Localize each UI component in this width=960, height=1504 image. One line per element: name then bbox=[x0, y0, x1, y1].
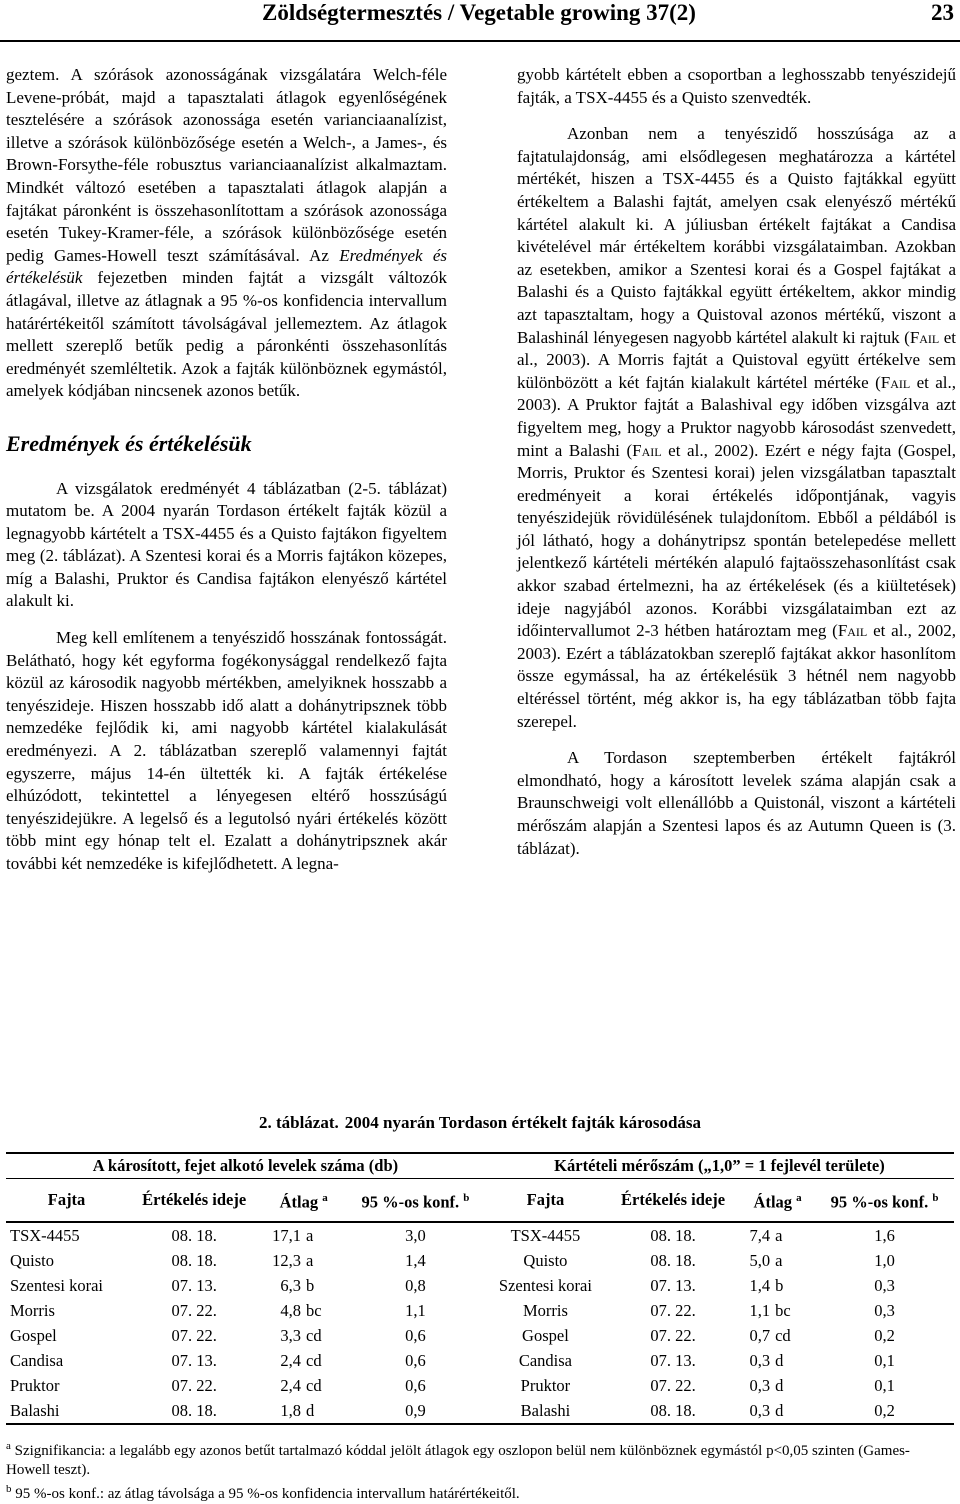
date-cell: 08. 18. bbox=[650, 1400, 696, 1420]
ci-cell: 0,6 bbox=[405, 1375, 426, 1395]
table-caption-label: 2. táblázat. bbox=[258, 1113, 339, 1132]
footnote-b: $^b$ 95 %-os konf.: az átlag távolsága a 95 %-os konfidencia intervallum határértékeitől. bbox=[6, 1483, 520, 1502]
letter-cell: a bbox=[775, 1225, 783, 1245]
letter-cell: a bbox=[775, 1250, 783, 1270]
variety-cell: Morris bbox=[522, 1300, 568, 1320]
paragraph: Azonban nem a tenyészidő hosszúsága az a fajtatulajdonság, ami elsődlegesen meghatározza a kártétel mértékét, hiszen a TSX-4455 és a Quisto fajtákkal együtt értékeltem a Balashi fajtát, amelyen csak elenyésző mértékű kártétel alakult ki. A júliusban értékelt fajtákat a Candisa kivételével már értékeltem korábbi vizsgálataimban. Azokban az esetekben, amikor a Szentesi korai és a Gospel fajtákat a Balashi és a Quisto fajtákkal együtt értékeltem, akkor mindig azt tapasztaltam, hogy a Quistoval azonos mértékű, viszont a Balashinál lényegesen nagyobb kártétel alakult ki rajtuk (Fail et al., 2003). A Morris fajtát a Quistoval együtt értékelve sem különbözött a két fajtán kialakult kártétel mértéke (Fail et al., 2003). A Pruktor fajtát a Balashival egy időben vizsgálva azt figyeltem meg, hogy a Pruktor nagyobb károsodást szenvedett, mint a Balashi (Fail et al., 2002). Ezért e négy fajta (Gospel, Morris, Pruktor és Szentesi korai) jelen vizsgálatban tapasztalt eredményeit a korai értékelés időpontjának, vagyis tenyészidejük rövidülésének tulajdonítom. Ebből a példából is jól látható, hogy a dohánytripsz spontán betelepedése mellett jelentkező kártételi mértékén alapuló fajtaösszehasonlítást csak akkor szabad értelmezni, ha az értékelések (és a kiültetések) ideje nagyjából azonos. Korábbi vizsgálataimban ezt az időintervallumot 2-3 hétben határoztam meg (Fail et al., 2002, 2003). Ezért a táblázatokban szereplő fajtákat akkor hasonlítom össze egymással, ha az értékelésük 3 hétnél nem nagyobb eltéréssel történt, még akkor is, ha egy táblázatban több fajta szerepel. bbox=[517, 124, 956, 731]
mean-cell: 7,4 bbox=[749, 1225, 771, 1245]
ci-cell: 0,2 bbox=[874, 1325, 895, 1345]
ci-cell: 0,1 bbox=[874, 1375, 895, 1395]
col-header-date: Értékelés ideje bbox=[142, 1190, 247, 1209]
results-table bbox=[6, 1152, 954, 1425]
ci-cell: 3,0 bbox=[405, 1225, 426, 1245]
variety-cell: Quisto bbox=[523, 1250, 568, 1270]
date-cell: 07. 22. bbox=[650, 1300, 696, 1320]
table-row bbox=[6, 1248, 954, 1273]
col-header-ci: 95 %-os konf. $^b$ bbox=[830, 1191, 939, 1212]
paragraph: A Tordason szeptemberben értékelt fajtákról elmondható, hogy a károsított levelek száma alapján csak a Braunschweigi volt ellenállóbb a Quistonál, viszont a kártételi mérőszám alapján a Szentesi lapos és az Autumn Queen is (3. táblázat). bbox=[517, 748, 956, 858]
mean-cell: 5,0 bbox=[749, 1250, 771, 1270]
mean-cell: 3,3 bbox=[280, 1325, 302, 1345]
variety-cell: Pruktor bbox=[10, 1375, 60, 1395]
table-row bbox=[6, 1222, 954, 1248]
table-caption-text: 2004 nyarán Tordason értékelt fajták károsodása bbox=[344, 1113, 702, 1132]
paragraph: gyobb kártételt ebben a csoportban a leghosszabb tenyészidejű fajták, a TSX-4455 és a Quisto szenvedték. bbox=[517, 65, 956, 107]
variety-cell: TSX-4455 bbox=[10, 1225, 80, 1245]
letter-cell: a bbox=[306, 1225, 314, 1245]
col-header-mean: Átlag $^a$ bbox=[279, 1191, 328, 1212]
table-row bbox=[6, 1373, 954, 1398]
ci-cell: 0,1 bbox=[874, 1350, 895, 1370]
page-header bbox=[0, 0, 960, 42]
variety-cell: Candisa bbox=[10, 1350, 64, 1370]
col-header-variety: Fajta bbox=[526, 1190, 565, 1209]
variety-cell: Gospel bbox=[10, 1325, 57, 1345]
date-cell: 08. 18. bbox=[171, 1250, 217, 1270]
ci-cell: 1,6 bbox=[874, 1225, 895, 1245]
date-cell: 07. 22. bbox=[171, 1375, 217, 1395]
mean-cell: 0,7 bbox=[749, 1325, 771, 1345]
date-cell: 07. 22. bbox=[650, 1325, 696, 1345]
variety-cell: Quisto bbox=[10, 1250, 55, 1270]
page-number: 23 bbox=[931, 0, 954, 25]
letter-cell: bc bbox=[775, 1300, 791, 1320]
date-cell: 08. 18. bbox=[171, 1400, 217, 1420]
date-cell: 08. 18. bbox=[650, 1250, 696, 1270]
ci-cell: 0,9 bbox=[405, 1400, 426, 1420]
date-cell: 08. 18. bbox=[171, 1225, 217, 1245]
variety-cell: Gospel bbox=[522, 1325, 569, 1345]
ci-cell: 0,3 bbox=[874, 1300, 895, 1320]
letter-cell: cd bbox=[306, 1350, 322, 1370]
ci-cell: 1,1 bbox=[405, 1300, 426, 1320]
col-header-ci: 95 %-os konf. $^b$ bbox=[361, 1191, 470, 1212]
variety-cell: Pruktor bbox=[520, 1375, 571, 1395]
letter-cell: cd bbox=[775, 1325, 791, 1345]
letter-cell: d bbox=[775, 1350, 784, 1370]
mean-cell: 0,3 bbox=[749, 1350, 771, 1370]
ci-cell: 0,8 bbox=[405, 1275, 426, 1295]
mean-cell: 1,8 bbox=[280, 1400, 302, 1420]
mean-cell: 2,4 bbox=[280, 1350, 302, 1370]
table-row bbox=[6, 1348, 954, 1373]
group-header-damage: Kártételi mérőszám („1,0” = 1 fejlevél területe) bbox=[485, 1153, 954, 1179]
table-row bbox=[6, 1298, 954, 1323]
date-cell: 07. 22. bbox=[171, 1325, 217, 1345]
mean-cell: 17,1 bbox=[272, 1225, 302, 1245]
col-header-variety: Fajta bbox=[47, 1190, 86, 1209]
letter-cell: cd bbox=[306, 1325, 322, 1345]
left-column bbox=[6, 64, 447, 876]
footnotes bbox=[6, 1437, 954, 1504]
table-group-header bbox=[6, 1153, 954, 1179]
ci-cell: 1,0 bbox=[874, 1250, 895, 1270]
variety-cell: TSX-4455 bbox=[510, 1225, 581, 1245]
variety-cell: Morris bbox=[10, 1300, 55, 1320]
ci-cell: 0,6 bbox=[405, 1350, 426, 1370]
letter-cell: d bbox=[775, 1375, 784, 1395]
letter-cell: d bbox=[306, 1400, 315, 1420]
ci-cell: 0,3 bbox=[874, 1275, 895, 1295]
right-column bbox=[517, 64, 956, 860]
letter-cell: d bbox=[775, 1400, 784, 1420]
table-caption bbox=[0, 1113, 960, 1133]
ci-cell: 0,6 bbox=[405, 1325, 426, 1345]
table-row bbox=[6, 1273, 954, 1298]
date-cell: 07. 13. bbox=[171, 1275, 217, 1295]
col-header-mean: Átlag $^a$ bbox=[753, 1191, 802, 1212]
group-header-leaves: A károsított, fejet alkotó levelek száma (db) bbox=[6, 1153, 485, 1179]
variety-cell: Balashi bbox=[520, 1400, 571, 1420]
variety-cell: Szentesi korai bbox=[10, 1275, 104, 1295]
letter-cell: b bbox=[306, 1275, 315, 1295]
table-row bbox=[6, 1398, 954, 1424]
date-cell: 07. 13. bbox=[650, 1275, 696, 1295]
col-header-date: Értékelés ideje bbox=[621, 1190, 726, 1209]
date-cell: 07. 22. bbox=[650, 1375, 696, 1395]
table-row bbox=[6, 1323, 954, 1348]
section-title: Eredmények és értékelésük bbox=[6, 430, 252, 456]
date-cell: 08. 18. bbox=[650, 1225, 696, 1245]
paragraph: Meg kell említenem a tenyészidő hosszának fontosságát. Belátható, hogy két egyforma fogékonysággal rendelkező fajta közül az károsodik nagyobb mértékben, amelyiknek hosszabb a tenyészideje. Hiszen hosszabb idő alatt a dohánytripsznek több nemzedéke fejlődik ki, ami nagyobb kártétel kialakulását eredményezi. A 2. táblázatban szereplő valamennyi fajtát egyszerre, május 14-én ültették ki. A fajták értékelése elhúzódott, tekintettel a lényegesen eltérő hosszúságú tenyészidejükre. A legelső és a legutolsó nyári értékelés között több mint egy hónap telt el. Ezalatt a dohánytripsznek akár további két nemzedéke is kifejlődhetett. A legna- bbox=[6, 628, 447, 873]
variety-cell: Balashi bbox=[10, 1400, 60, 1420]
letter-cell: bc bbox=[306, 1300, 322, 1320]
mean-cell: 12,3 bbox=[272, 1250, 302, 1270]
paragraph: geztem. A szórások azonosságának vizsgálatára Welch-féle Levene-próbát, majd a tapasztalati átlagok egyenlőségének tesztelésére a szórások azonossága esetén varianciaanalízist, illetve a szórások különbözősége esetén a Welch-, a James-, és Brown-Forsythe-féle robusztus varianciaanalízist alkalmaztam. Mindkét változó esetében a tapasztalati átlagok alapján a fajtákat páronként is összehasonlítottam a szórások azonossága esetén Tukey-Kramer-féle, a szórások különbözősége esetén pedig Games-Howell teszt számításával. Az Eredmények és értékelésük fejezetben minden fajtát a vizsgált változók átlagával, illetve az átlagnak a 95 %-os konfidencia intervallum határértékeitől számított távolságával jellemeztem. Az átlagok mellett szereplő betűk pedig a páronkénti összehasonlítás eredményét szemléltetik. Azok a fajták különböznek egymástól, amelyek kódjában nincsenek azonos betűk. bbox=[6, 65, 447, 401]
letter-cell: cd bbox=[306, 1375, 322, 1395]
date-cell: 07. 22. bbox=[171, 1300, 217, 1320]
footnote-a: $^a$ Szignifikancia: a legalább egy azonos betűt tartalmazó kóddal jelölt átlagok egy oszlopon belül nem különböznek egymástól p<0,05 szinten (Games-Howell teszt). bbox=[6, 1440, 910, 1478]
letter-cell: b bbox=[775, 1275, 784, 1295]
mean-cell: 1,4 bbox=[749, 1275, 771, 1295]
letter-cell: a bbox=[306, 1250, 314, 1270]
variety-cell: Candisa bbox=[518, 1350, 573, 1370]
paragraph: A vizsgálatok eredményét 4 táblázatban (2-5. táblázat) mutatom be. A 2004 nyarán Tordason értékelt fajták közül a legnagyobb kártételt a TSX-4455 és a Quisto fajtákon figyeltem meg (2. táblázat). A Szentesi korai és a Morris fajtákon közepes, míg a Balashi, Pruktor és Candisa fajtákon elenyésző kártétel alakult ki. bbox=[6, 478, 447, 611]
mean-cell: 1,1 bbox=[749, 1300, 771, 1320]
mean-cell: 0,3 bbox=[749, 1400, 771, 1420]
variety-cell: Szentesi korai bbox=[498, 1275, 592, 1295]
ci-cell: 0,2 bbox=[874, 1400, 895, 1420]
table-body bbox=[6, 1222, 954, 1424]
journal-title: Zöldségtermesztés / Vegetable growing 37(2) bbox=[262, 0, 696, 25]
mean-cell: 0,3 bbox=[749, 1375, 771, 1395]
date-cell: 07. 13. bbox=[650, 1350, 696, 1370]
date-cell: 07. 13. bbox=[171, 1350, 217, 1370]
ci-cell: 1,4 bbox=[405, 1250, 426, 1270]
mean-cell: 6,3 bbox=[280, 1275, 302, 1295]
table-column-header bbox=[6, 1179, 954, 1223]
mean-cell: 4,8 bbox=[280, 1300, 302, 1320]
mean-cell: 2,4 bbox=[280, 1375, 302, 1395]
